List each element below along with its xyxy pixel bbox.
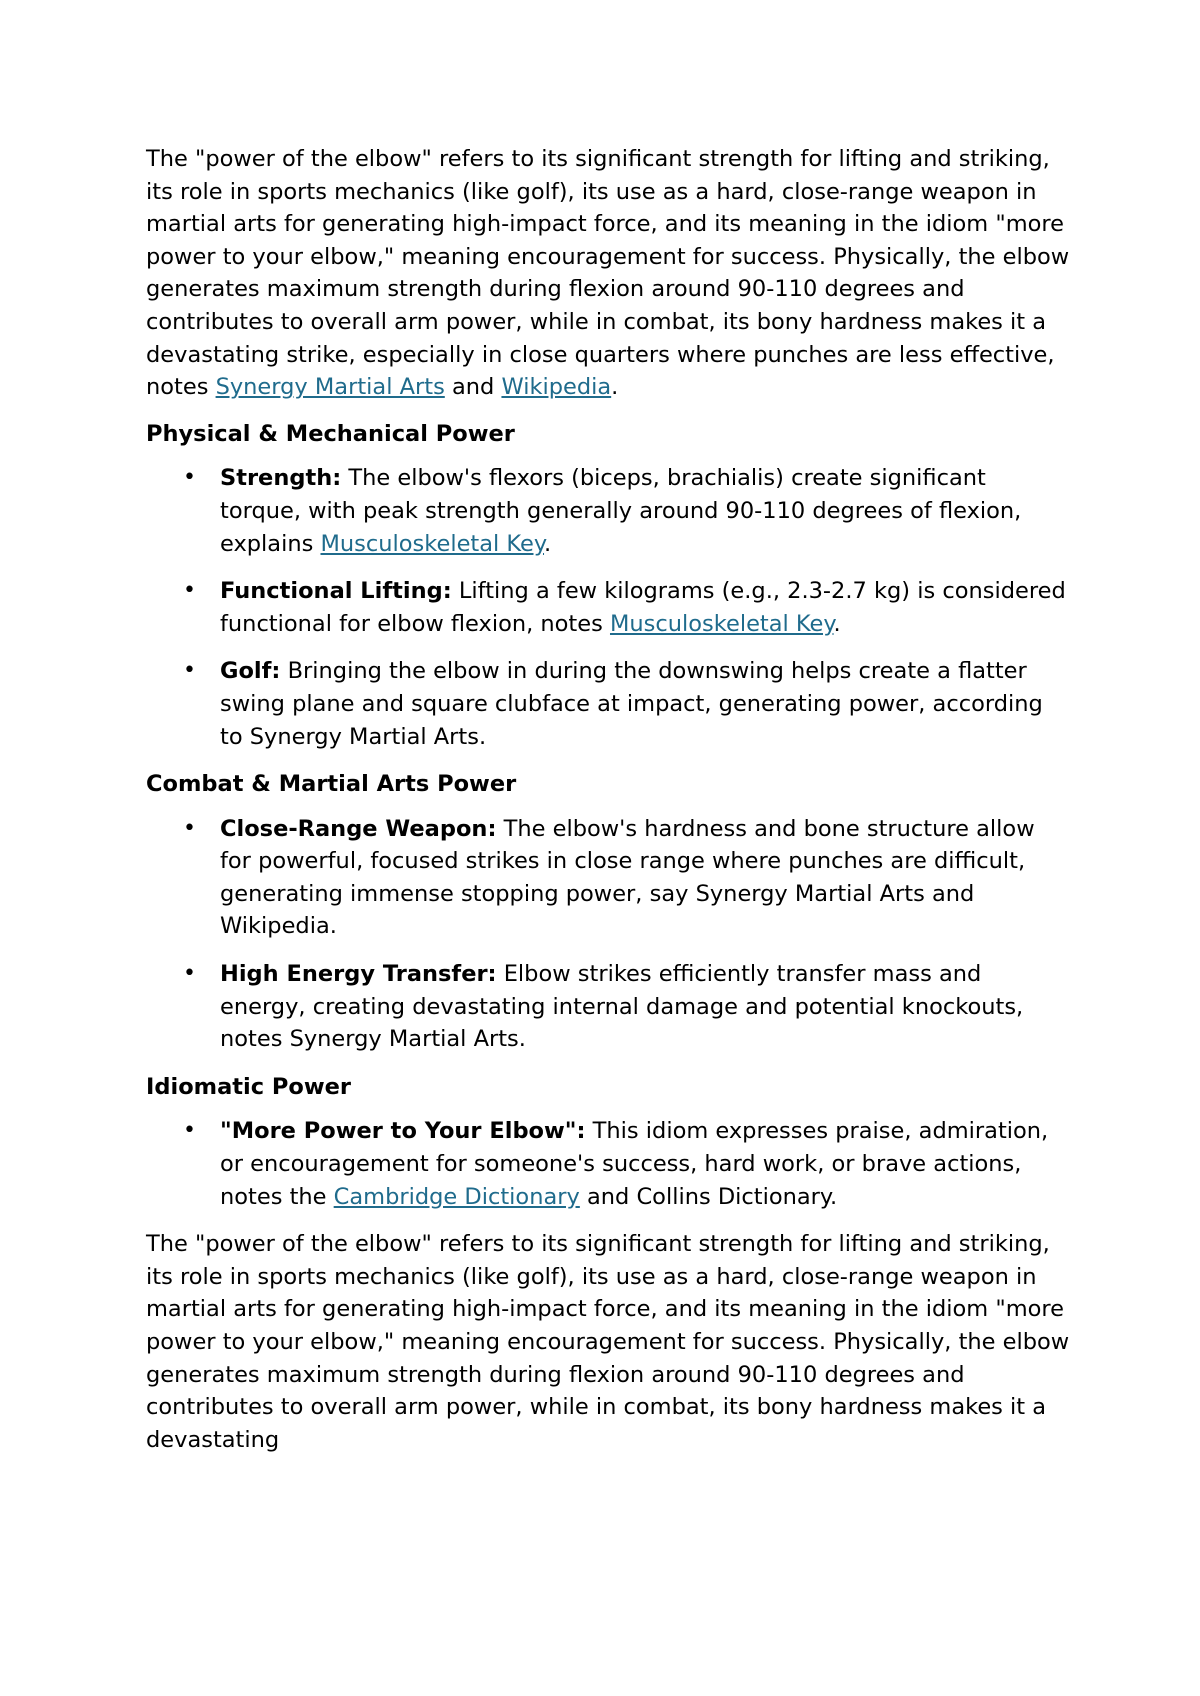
item-term: Strength: (220, 465, 342, 492)
item-after-text: . (544, 530, 552, 557)
bullet-icon: • (183, 465, 196, 491)
bullet-list-idiomatic (146, 1115, 1070, 1213)
item-text: The elbow's hardness and bone structure allow for powerful, focused strikes in close range where punches are difficult, generating immense stopping power, say Synergy Martial Arts and Wikipedia. (220, 815, 1035, 940)
outro-paragraph: The "power of the elbow" refers to its significant strength for lifting and striking, its role in sports mechanics (like golf), its use as a hard, close-range weapon in martial arts for generating high-impact force, and its meaning in the idiom "more power to your elbow," meaning encouragement for success. Physically, the elbow generates maximum strength during flexion around 90-110 degrees and contributes to overall arm power, while in combat, its bony hardness makes it a devastating (146, 1231, 1070, 1453)
section-heading-idiomatic: Idiomatic Power (146, 1073, 352, 1100)
item-text: Bringing the elbow in during the downswing helps create a flatter swing plane and square clubface at impact, generating power, according to Synergy Martial Arts. (220, 658, 1043, 750)
bullet-icon: • (183, 578, 196, 604)
bullet-icon: • (183, 815, 196, 841)
intro-paragraph (146, 143, 1070, 404)
musculoskeletal-key-link[interactable]: Musculoskeletal Key (320, 530, 545, 557)
item-text: Elbow strikes efficiently transfer mass and energy, creating devastating internal damage and potential knockouts, notes Synergy Martial Arts. (220, 961, 1024, 1053)
section-heading-combat: Combat & Martial Arts Power (146, 771, 517, 798)
item-term: Golf: (220, 658, 281, 685)
intro-end-text: . (611, 374, 619, 401)
musculoskeletal-key-link[interactable]: Musculoskeletal Key (609, 610, 834, 637)
item-text: This idiom expresses praise, admiration, or encouragement for someone's success, hard work, or brave actions, notes the (220, 1118, 1049, 1210)
bullet-list-combat (146, 813, 1070, 1056)
item-term: High Energy Transfer: (220, 961, 497, 988)
item-term: Functional Lifting: (220, 578, 452, 605)
intro-mid-text: and (444, 374, 502, 401)
bullet-icon: • (183, 1118, 196, 1144)
document-body (146, 143, 1070, 1470)
list-item (146, 575, 1070, 640)
wikipedia-link[interactable]: Wikipedia (501, 374, 612, 401)
bullet-icon: • (183, 961, 196, 987)
item-text: Lifting a few kilograms (e.g., 2.3-2.7 kg) is considered functional for elbow flexion, notes (220, 578, 1066, 637)
list-item (146, 655, 1070, 753)
item-text: The elbow's flexors (biceps, brachialis) create significant torque, with peak strength generally around 90-110 degrees of flexion, explains (220, 465, 1022, 557)
item-after-text: and Collins Dictionary. (579, 1183, 838, 1210)
section-heading-physical: Physical & Mechanical Power (146, 420, 515, 447)
list-item (146, 1115, 1070, 1213)
item-term: "More Power to Your Elbow": (220, 1118, 586, 1145)
list-item (146, 462, 1070, 560)
list-item (146, 813, 1070, 943)
intro-text: The "power of the elbow" refers to its significant strength for lifting and striking, its role in sports mechanics (like golf), its use as a hard, close-range weapon in martial arts for generating high-impact force, and its meaning in the idiom "more power to your elbow," meaning encouragement for success. Physically, the elbow generates maximum strength during flexion around 90-110 degrees and contributes to overall arm power, while in combat, its bony hardness makes it a devastating strike, especially in close quarters where punches are less effective, notes (146, 146, 1070, 401)
cambridge-dictionary-link[interactable]: Cambridge Dictionary (333, 1183, 580, 1210)
item-term: Close-Range Weapon: (220, 815, 497, 842)
item-after-text: . (833, 610, 841, 637)
synergy-martial-arts-link[interactable]: Synergy Martial Arts (215, 374, 445, 401)
bullet-list-physical (146, 462, 1070, 753)
list-item (146, 958, 1070, 1056)
bullet-icon: • (183, 658, 196, 684)
